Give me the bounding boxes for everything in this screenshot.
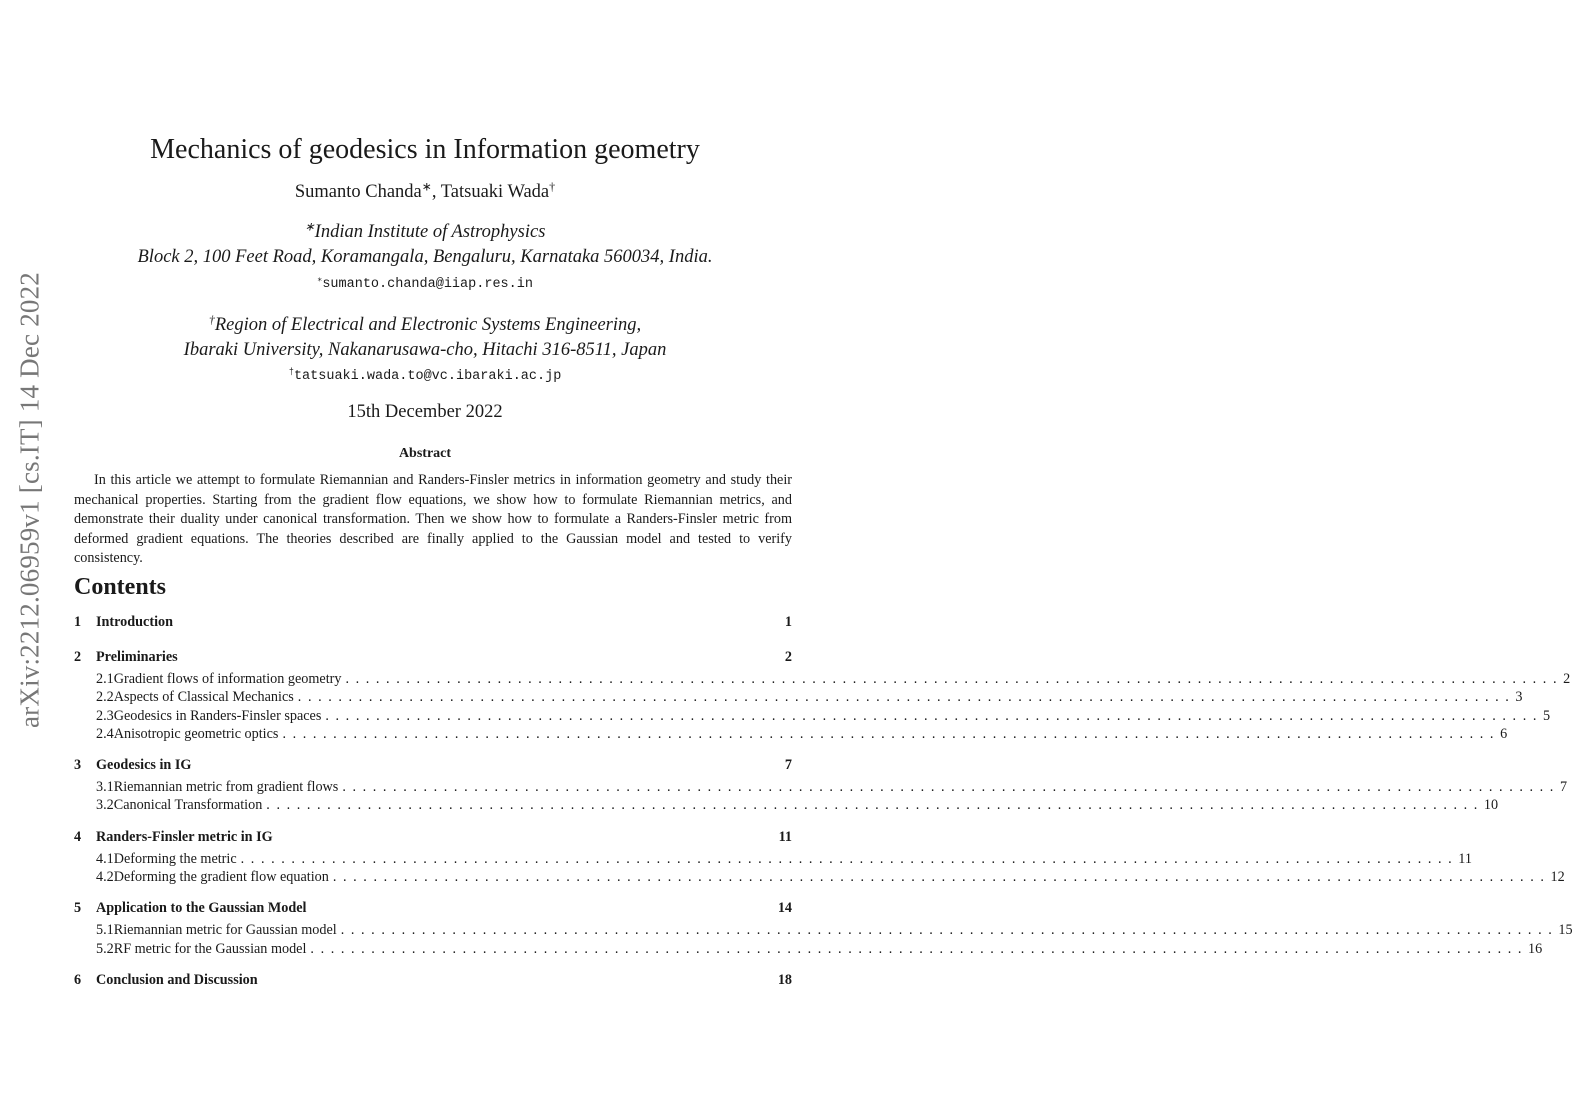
toc-section-page: 1	[784, 614, 792, 630]
toc-subsection-page: 2	[1563, 671, 1571, 687]
toc-subsection-number: 4.1	[96, 850, 114, 867]
toc-section-page: 2	[784, 649, 792, 665]
affiliation-1-name: ∗Indian Institute of Astrophysics	[304, 219, 546, 242]
toc-subsection-title: Canonical Transformation	[113, 797, 263, 814]
toc-subsection-page: 10	[1483, 797, 1499, 814]
toc-section-title: Application to the Gaussian Model	[96, 900, 307, 917]
toc-leader-dots: ........................................................................................................................	[325, 707, 1543, 724]
toc-subsection-number: 2.1	[96, 671, 114, 687]
toc-subsection-number: 4.2	[96, 869, 114, 886]
toc-section-1[interactable]	[74, 614, 792, 636]
affiliation-1-email: ∗sumanto.chanda@iiap.res.in	[317, 275, 533, 292]
toc-section-title: Introduction	[96, 614, 173, 630]
toc-section-title: Conclusion and Discussion	[96, 971, 258, 988]
toc-section-4[interactable]	[74, 829, 792, 851]
abstract-text: In this article we attempt to formulate Riemannian and Randers-Finsler metrics in information geometry and study their mechanical properties. Starting from the gradient flow equations, we show how to formulate Riemannian metrics, and demonstrate their duality under canonical transformation. Then we show how to formulate a Randers-Finsler metric from deformed gradient equations. The theories described are finally applied to the Gaussian model and tested to verify consistency.	[74, 472, 792, 567]
toc-subsection-number: 3.2	[96, 797, 114, 814]
toc-subsection-2.3[interactable]	[74, 707, 1551, 726]
toc-subsection-5.1[interactable]	[74, 922, 1573, 940]
toc-subsection-page: 7	[1559, 779, 1568, 796]
author-name: Sumanto Chanda	[294, 182, 422, 202]
toc-subsection-number: 2.4	[96, 725, 114, 742]
toc-spacer	[74, 887, 792, 900]
toc-leader-dots: ........................................................................................................................	[282, 725, 1501, 742]
toc-subsection-2.2[interactable]	[74, 689, 1523, 707]
toc-subsection-title: Anisotropic geometric optics	[113, 725, 279, 742]
paper-title: Mechanics of geodesics in Information geometry	[150, 134, 700, 165]
affiliation-2-address: Ibaraki University, Nakanarusawa-cho, Hitachi 316-8511, Japan	[183, 340, 667, 360]
toc-section-title: Randers-Finsler metric in IG	[96, 828, 273, 845]
toc-subsection-title: Aspects of Classical Mechanics	[113, 689, 294, 706]
contents-heading: Contents	[74, 574, 167, 600]
toc-subsection-2.1[interactable]	[74, 671, 1571, 689]
toc-leader-dots: ........................................................................................................................	[342, 779, 1560, 796]
toc-section-5[interactable]	[74, 900, 792, 922]
toc-leader-dots: ........................................................................................................................	[297, 689, 1516, 706]
affiliation-2-name: †Region of Electrical and Electronic Systems Engineering,	[208, 312, 642, 335]
toc-section-number: 3	[74, 757, 82, 774]
toc-leader-dots: ........................................................................................................................	[345, 671, 1564, 687]
abstract-heading: Abstract	[398, 446, 452, 461]
toc-subsection-title: Deforming the metric	[113, 850, 237, 867]
toc-leader-dots: ........................................................................................................................	[266, 797, 1484, 814]
toc-section-2[interactable]	[74, 649, 792, 671]
toc-subsection-title: Deforming the gradient flow equation	[113, 869, 329, 886]
toc-section-number: 6	[74, 971, 82, 988]
toc-subsection-number: 5.1	[96, 922, 114, 939]
toc-section-title: Geodesics in IG	[96, 757, 192, 774]
toc-spacer	[74, 636, 792, 649]
toc-subsection-3.1[interactable]	[74, 779, 1568, 797]
toc-subsection-page: 5	[1543, 707, 1551, 724]
affiliation-2-email: †tatsuaki.wada.to@vc.ibaraki.ac.jp	[288, 367, 562, 384]
toc-subsection-page: 3	[1515, 689, 1523, 706]
toc-subsection-2.4[interactable]	[74, 725, 1508, 744]
table-of-contents	[74, 614, 1573, 994]
author-line	[0, 179, 850, 203]
toc-subsection-title: Geodesics in Randers-Finsler spaces	[113, 707, 322, 724]
toc-subsection-number: 3.1	[96, 779, 114, 796]
toc-subsection-title: RF metric for the Gaussian model	[113, 940, 307, 957]
toc-spacer	[74, 744, 792, 757]
toc-section-number: 1	[74, 614, 82, 630]
author-separator: ,	[431, 182, 441, 202]
toc-subsection-5.2[interactable]	[74, 940, 1543, 959]
toc-section-page: 11	[778, 828, 792, 845]
toc-spacer	[74, 816, 792, 829]
author-name: Tatsuaki Wada	[440, 182, 550, 202]
toc-section-6[interactable]	[74, 972, 792, 994]
toc-subsection-page: 12	[1550, 869, 1565, 886]
toc-subsection-3.2[interactable]	[74, 797, 1499, 815]
toc-section-number: 2	[74, 649, 82, 665]
toc-leader-dots: ........................................................................................................................	[340, 922, 1559, 939]
toc-subsection-title: Riemannian metric for Gaussian model	[113, 922, 337, 939]
affiliation-1-address: Block 2, 100 Feet Road, Koramangala, Bengaluru, Karnataka 560034, India.	[137, 247, 713, 267]
toc-subsection-title: Riemannian metric from gradient flows	[113, 779, 339, 796]
toc-section-number: 5	[74, 900, 82, 917]
toc-subsection-4.1[interactable]	[74, 850, 1472, 869]
toc-section-page: 7	[784, 757, 792, 774]
toc-subsection-title: Gradient flows of information geometry	[113, 671, 342, 687]
affiliation-mark: ∗	[421, 179, 432, 194]
toc-leader-dots: ........................................................................................................................	[310, 940, 1529, 957]
affiliation-mark: †	[549, 179, 556, 194]
toc-subsection-number: 2.3	[96, 707, 114, 724]
toc-spacer	[74, 959, 792, 972]
toc-section-3[interactable]	[74, 757, 792, 779]
arxiv-identifier-stamp: arXiv:2212.06959v1 [cs.IT] 14 Dec 2022	[14, 271, 45, 729]
toc-leader-dots: ........................................................................................................................	[240, 850, 1459, 867]
toc-section-title: Preliminaries	[96, 649, 178, 665]
toc-subsection-number: 2.2	[96, 689, 114, 706]
toc-subsection-page: 16	[1528, 940, 1543, 957]
toc-section-page: 18	[777, 971, 792, 988]
toc-subsection-page: 6	[1500, 725, 1508, 742]
toc-section-number: 4	[74, 828, 82, 845]
toc-leader-dots: ........................................................................................................................	[332, 869, 1551, 886]
toc-subsection-number: 5.2	[96, 940, 114, 957]
toc-subsection-page: 11	[1458, 850, 1472, 867]
toc-subsection-4.2[interactable]	[74, 869, 1565, 887]
toc-subsection-page: 15	[1558, 922, 1573, 939]
paper-date: 15th December 2022	[347, 402, 503, 422]
toc-section-page: 14	[777, 900, 792, 917]
